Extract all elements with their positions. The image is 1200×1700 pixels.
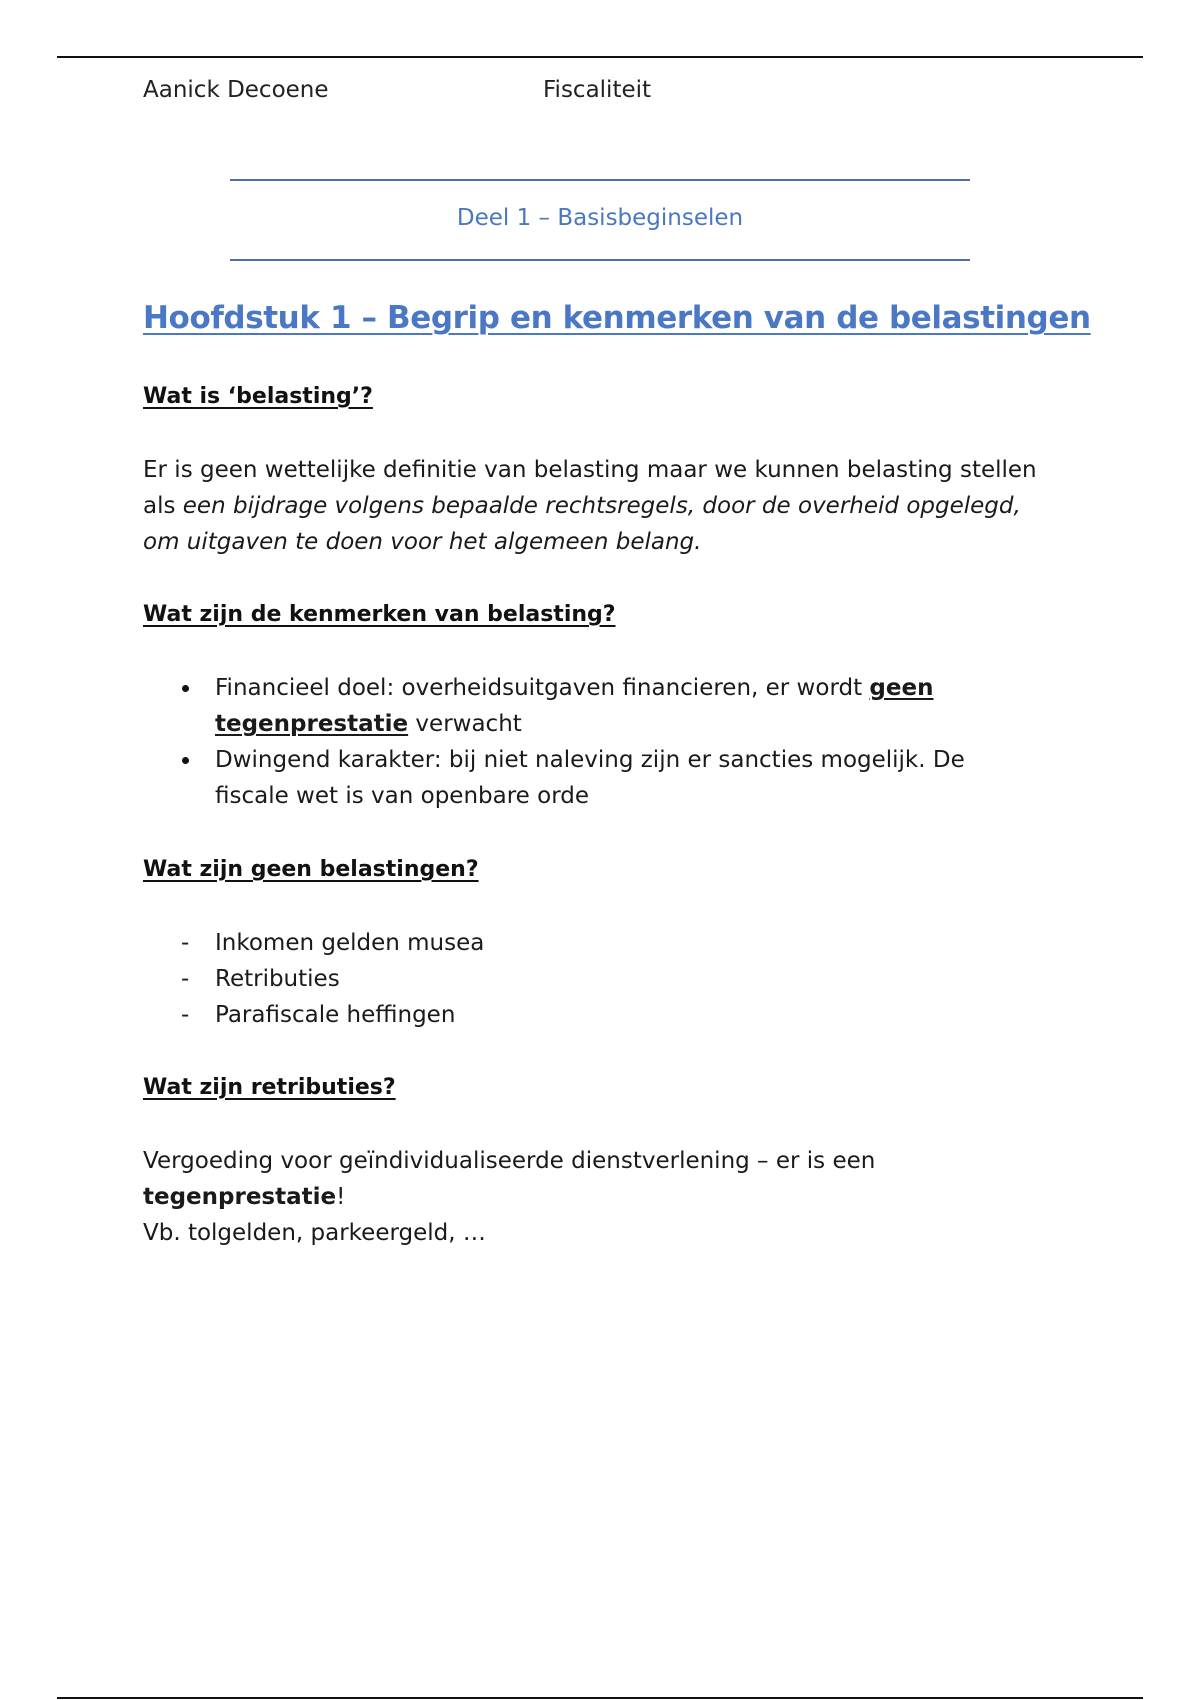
retributions-suffix: ! — [336, 1184, 346, 1210]
item-text-suffix: verwacht — [408, 711, 522, 737]
retributions-text: Vergoeding voor geïndividualiseerde dienstverlening – er is een — [143, 1148, 876, 1174]
retributions-example: Vb. tolgelden, parkeergeld, … — [143, 1220, 486, 1246]
heading-what-is-tax: Wat is ‘belasting’? — [143, 384, 373, 409]
item-text: Financieel doel: overheidsuitgaven financieren, er wordt — [215, 675, 870, 701]
list-item: - Retributies — [143, 961, 1043, 997]
part-title: Deel 1 – Basisbeginselen — [456, 205, 744, 231]
header-course: Fiscaliteit — [543, 77, 652, 103]
footer-rule — [57, 1697, 1143, 1699]
retributions-paragraph — [143, 1143, 1063, 1251]
retributions-emphasis: tegenprestatie — [143, 1184, 337, 1210]
item-emphasis: geen tegenprestatie — [215, 675, 934, 737]
list-item: - Inkomen gelden musea — [143, 925, 1043, 961]
definition-paragraph — [143, 452, 1063, 560]
heading-not-taxes: Wat zijn geen belastingen? — [143, 857, 479, 882]
header-author: Aanick Decoene — [143, 77, 329, 103]
header-rule — [57, 56, 1143, 58]
heading-characteristics: Wat zijn de kenmerken van belasting? — [143, 602, 616, 627]
definition-text: Er is geen wettelijke definitie van belasting maar we kunnen belasting stellen als — [143, 457, 1037, 519]
chapter-title: Hoofdstuk 1 – Begrip en kenmerken van de belastingen — [143, 300, 1091, 336]
definition-italic: een bijdrage volgens bepaalde rechtsregels, door de overheid opgelegd, om uitgaven te doen voor het algemeen belang. — [143, 493, 1021, 555]
not-taxes-list — [143, 925, 1043, 1033]
characteristics-list — [143, 670, 1043, 814]
list-item — [143, 670, 1043, 742]
part-title-box — [230, 179, 970, 261]
list-item: Dwingend karakter: bij niet naleving zijn er sancties mogelijk. De fiscale wet is van openbare orde — [143, 742, 1043, 814]
list-item: - Parafiscale heffingen — [143, 997, 1043, 1033]
heading-retributions: Wat zijn retributies? — [143, 1075, 396, 1100]
